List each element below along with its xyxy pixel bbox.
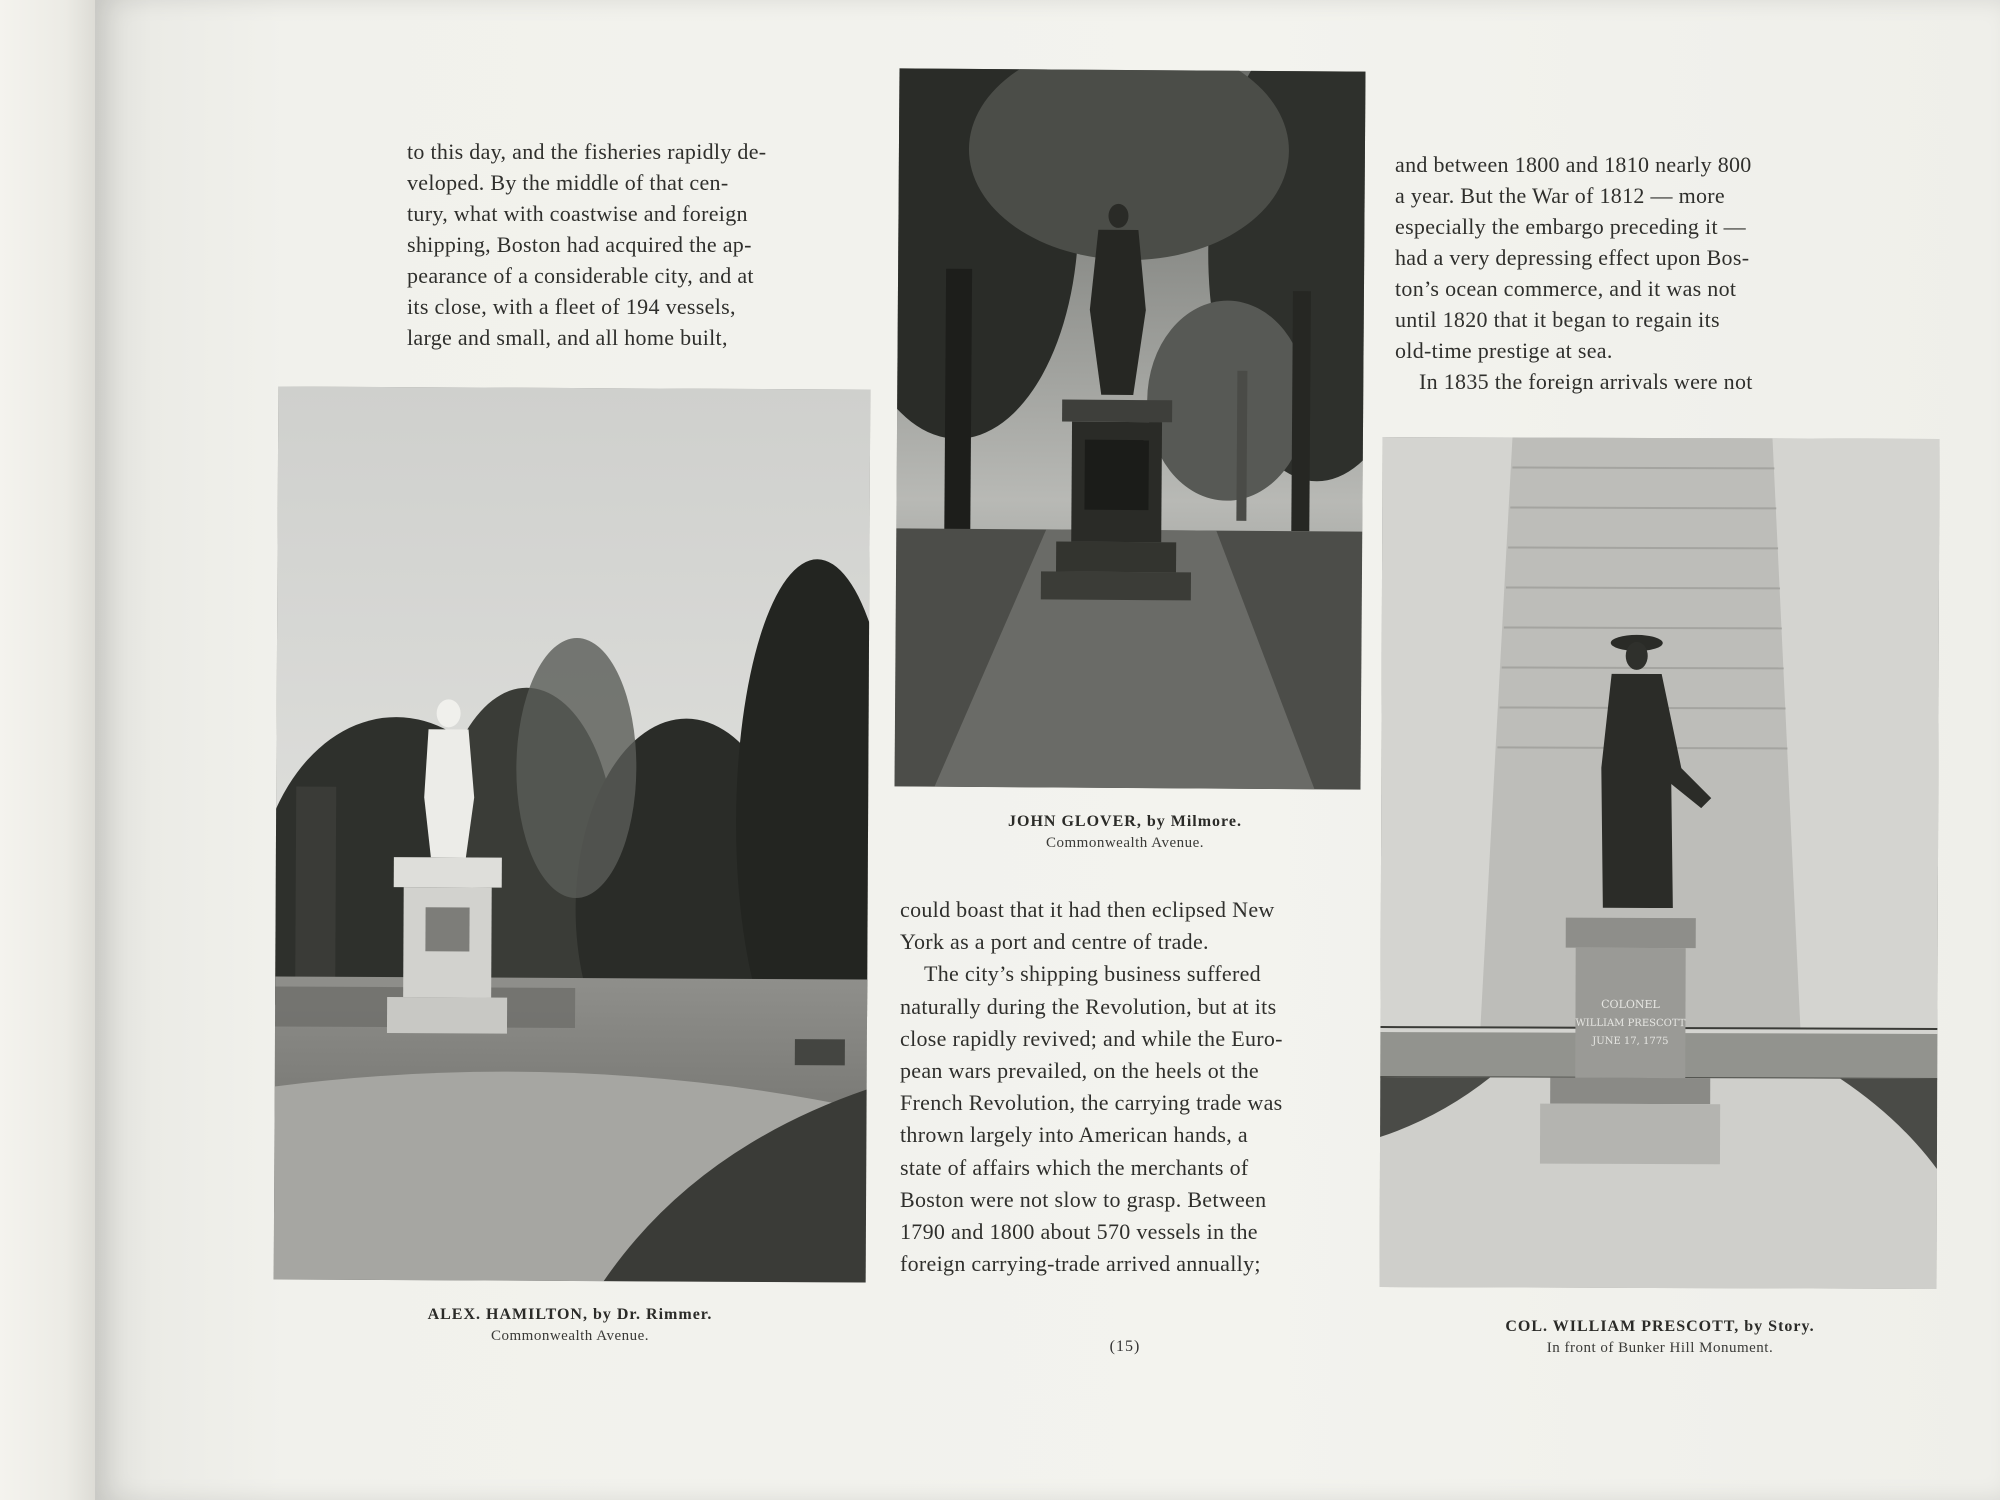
text-line: In 1835 the foreign arrivals were not [1419, 369, 1753, 394]
text-line: until 1820 that it began to regain its [1395, 307, 1720, 332]
text-line: foreign carrying-trade arrived annually; [900, 1251, 1261, 1277]
page-number: (15) [1109, 1338, 1141, 1355]
text-line: especially the embargo preceding it — [1395, 214, 1746, 239]
photo-prescott-statue [1380, 437, 1940, 1289]
text-line: Boston were not slow to grasp. Between [900, 1186, 1267, 1212]
caption-title: ALEX. HAMILTON, by Dr. Rimmer. [427, 1306, 713, 1323]
caption-location: Commonwealth Avenue. [490, 1328, 650, 1344]
pedestal-inscription-line: COLONEL [1601, 997, 1660, 1012]
text-line: old-time prestige at sea. [1395, 338, 1613, 363]
text-line: shipping, Boston had acquired the ap- [407, 232, 752, 257]
text-line: large and small, and all home built, [407, 325, 728, 350]
caption-hamilton [290, 1306, 850, 1345]
text-line: to this day, and the fisheries rapidly de- [407, 139, 767, 164]
text-line: York as a port and centre of trade. [900, 929, 1209, 955]
text-line: thrown largely into American hands, a [900, 1122, 1248, 1148]
caption-glover [900, 813, 1350, 852]
caption-title: COL. WILLIAM PRESCOTT, by Story. [1505, 1318, 1815, 1335]
text-line: veloped. By the middle of that cen- [407, 170, 729, 195]
text-line: 1790 and 1800 about 570 vessels in the [900, 1219, 1258, 1245]
text-line: ton’s ocean commerce, and it was not [1395, 276, 1737, 301]
text-line: French Revolution, the carrying trade was [900, 1090, 1283, 1116]
caption-location: In front of Bunker Hill Monument. [1546, 1340, 1774, 1356]
text-column-right [1395, 149, 1823, 397]
text-line: had a very depressing effect upon Bos- [1395, 245, 1750, 270]
text-line: naturally during the Revolution, but at its [900, 993, 1277, 1019]
caption-prescott [1380, 1318, 1940, 1357]
photo-hamilton-statue [274, 386, 871, 1282]
caption-title: JOHN GLOVER, by Milmore. [1008, 813, 1242, 830]
text-line: a year. But the War of 1812 — more [1395, 183, 1725, 208]
text-line: close rapidly revived; and while the Euro- [900, 1025, 1283, 1051]
text-line: pearance of a considerable city, and at [407, 263, 754, 288]
photo-glover-statue [894, 68, 1365, 789]
text-line: pean wars prevailed, on the heels ot the [900, 1058, 1259, 1084]
text-line: and between 1800 and 1810 nearly 800 [1395, 152, 1752, 177]
text-line: its close, with a fleet of 194 vessels, [407, 294, 736, 319]
text-line: state of affairs which the merchants of [900, 1154, 1249, 1180]
text-column-middle [900, 894, 1346, 1280]
text-line: could boast that it had then eclipsed New [900, 897, 1275, 922]
text-line: tury, what with coastwise and foreign [407, 201, 748, 226]
pedestal-inscription-line: JUNE 17, 1775 [1592, 1035, 1669, 1048]
text-line: The city’s shipping business suffered [924, 961, 1261, 987]
caption-location: Commonwealth Avenue. [1045, 835, 1205, 851]
pedestal-inscription-line: WILLIAM PRESCOTT [1575, 1017, 1686, 1030]
text-column-left [407, 136, 872, 353]
